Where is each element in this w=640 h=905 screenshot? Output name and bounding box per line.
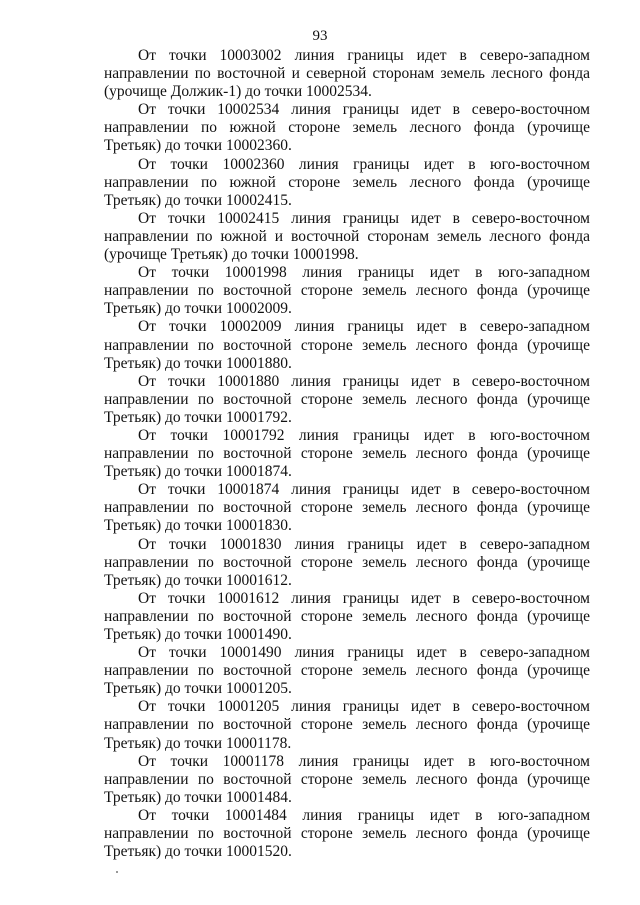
boundary-paragraph-10: От точки 10001830 линия границы идет в северо-западном направлении по восточной стороне земель лесного фонда (урочище Третьяк) до точки 10001612. [104, 535, 590, 589]
boundary-paragraph-14: От точки 10001178 линия границы идет в юго-восточном направлении по восточной стороне земель лесного фонда (урочище Третьяк) до точки 10001484. [104, 752, 590, 806]
boundary-paragraph-11: От точки 10001612 линия границы идет в северо-восточном направлении по восточной стороне земель лесного фонда (урочище Третьяк) до точки 10001490. [104, 589, 590, 643]
boundary-paragraph-1: От точки 10003002 линия границы идет в северо-западном направлении по восточной и северной сторонам земель лесного фонда (урочище Должик-1) до точки 10002534. [104, 47, 590, 101]
document-body [104, 47, 590, 861]
boundary-paragraph-13: От точки 10001205 линия границы идет в северо-восточном направлении по восточной стороне земель лесного фонда (урочище Третьяк) до точки 10001178. [104, 698, 590, 752]
boundary-paragraph-15: От точки 10001484 линия границы идет в юго-западном направлении по восточной стороне земель лесного фонда (урочище Третьяк) до точки 10001520. [104, 806, 590, 861]
boundary-paragraph-7: От точки 10001880 линия границы идет в северо-восточном направлении по восточной стороне земель лесного фонда (урочище Третьяк) до точки 10001792. [104, 372, 590, 426]
boundary-paragraph-2: От точки 10002534 линия границы идет в северо-восточном направлении по южной стороне земель лесного фонда (урочище Третьяк) до точки 10002360. [104, 101, 590, 155]
boundary-paragraph-4: От точки 10002415 линия границы идет в северо-восточном направлении по южной и восточной сторонам земель лесного фонда (урочище Третьяк) до точки 10001998. [104, 209, 590, 264]
boundary-paragraph-12: От точки 10001490 линия границы идет в северо-западном направлении по восточной стороне земель лесного фонда (урочище Третьяк) до точки 10001205. [104, 644, 590, 698]
scan-speck [116, 871, 118, 873]
boundary-paragraph-9: От точки 10001874 линия границы идет в северо-восточном направлении по восточной стороне земель лесного фонда (урочище Третьяк) до точки 10001830. [104, 481, 590, 535]
boundary-paragraph-8: От точки 10001792 линия границы идет в юго-восточном направлении по восточной стороне земель лесного фонда (урочище Третьяк) до точки 10001874. [104, 426, 590, 481]
page-number: 93 [312, 28, 328, 44]
boundary-paragraph-6: От точки 10002009 линия границы идет в северо-западном направлении по восточной стороне земель лесного фонда (урочище Третьяк) до точки 10001880. [104, 318, 590, 372]
boundary-paragraph-3: От точки 10002360 линия границы идет в юго-восточном направлении по южной стороне земель лесного фонда (урочище Третьяк) до точки 10002415. [104, 155, 590, 209]
boundary-paragraph-5: От точки 10001998 линия границы идет в юго-западном направлении по восточной стороне земель лесного фонда (урочище Третьяк) до точки 10002009. [104, 264, 590, 318]
